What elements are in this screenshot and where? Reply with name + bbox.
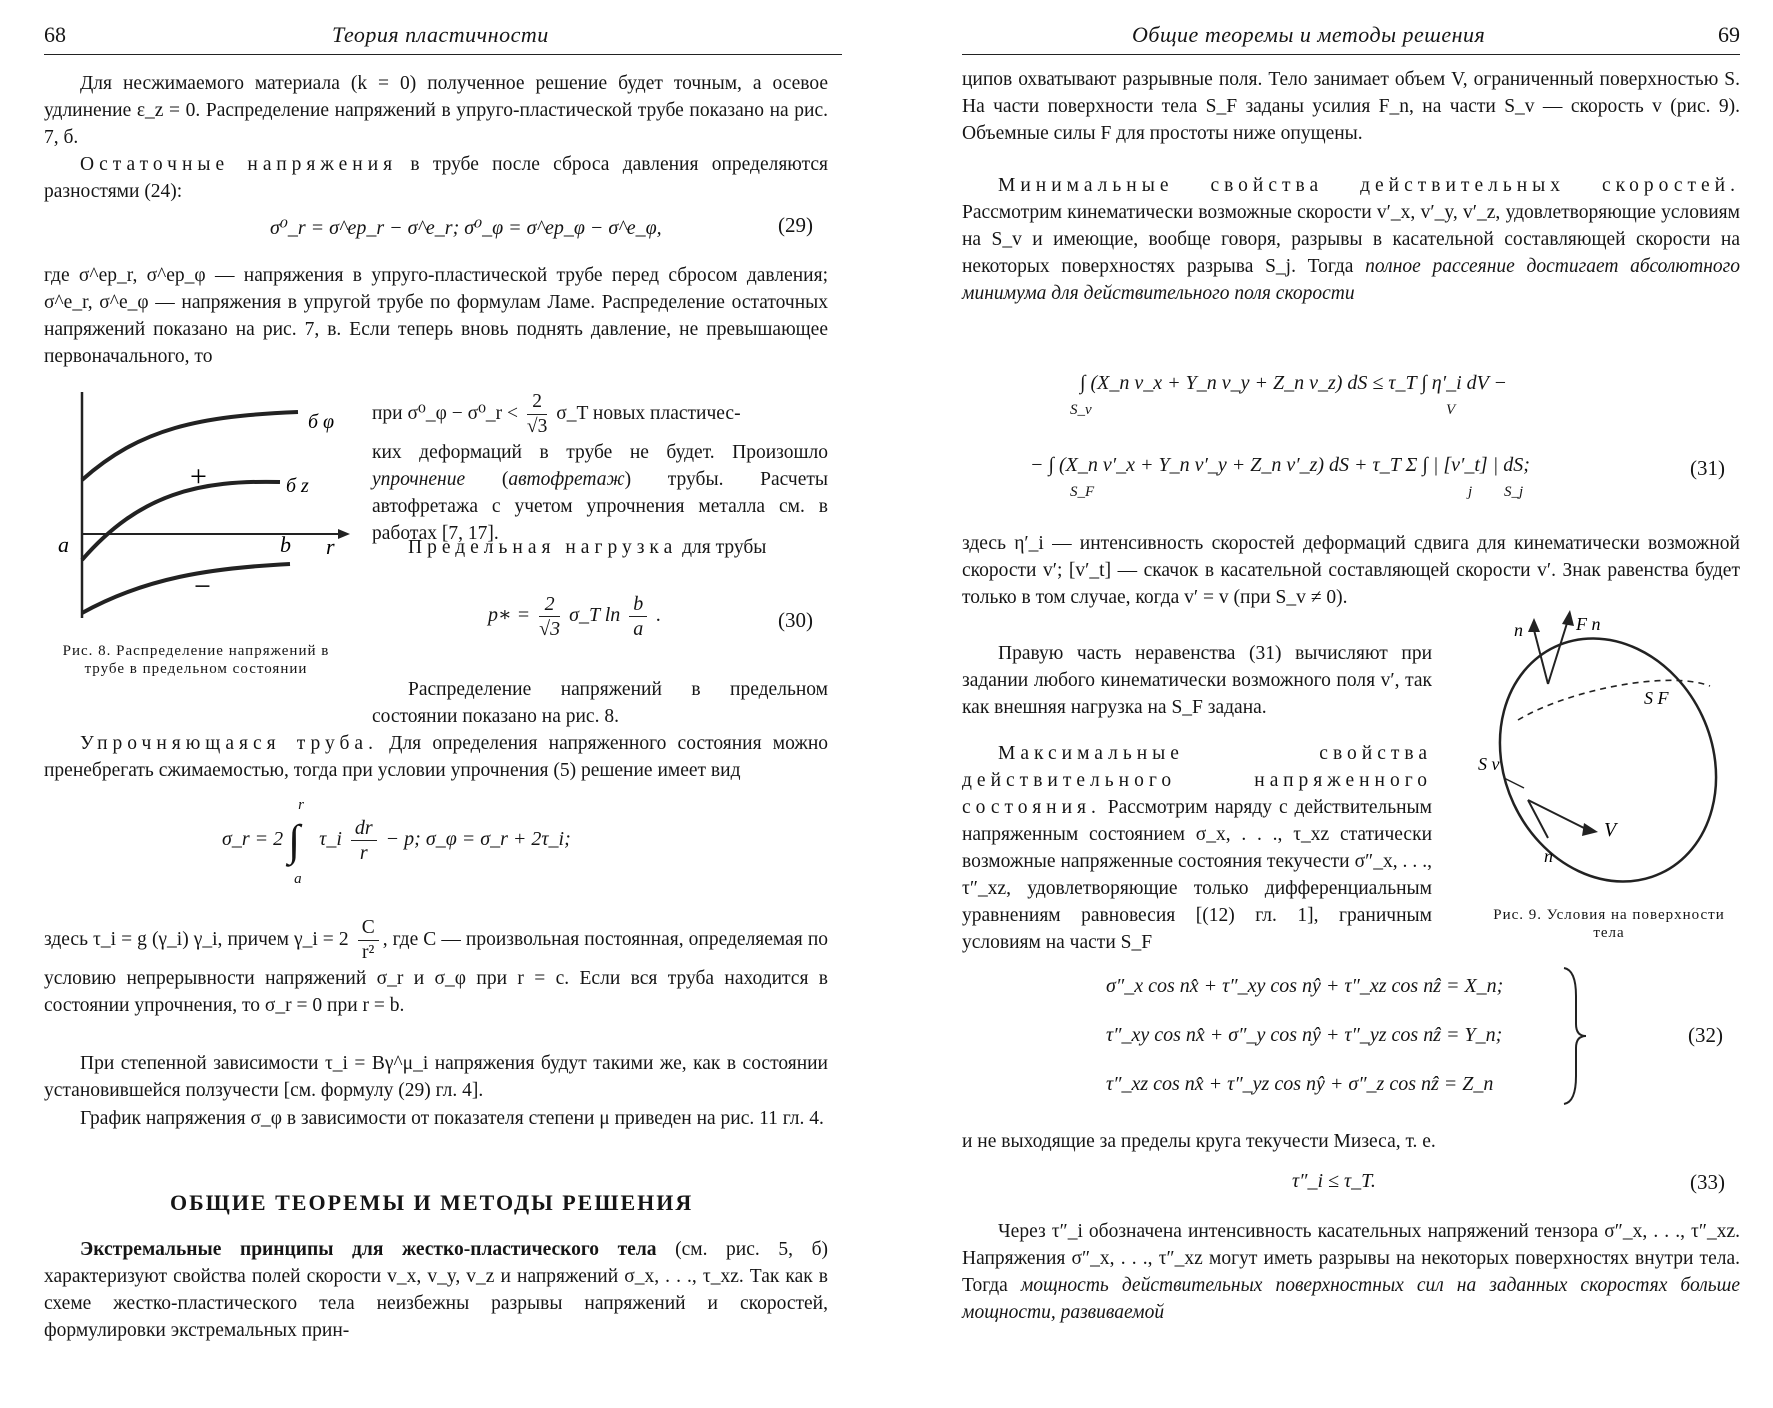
equation-31-line-2: − ∫ (X_n v′_x + Y_n v′_y + Z_n v′_z) dS + τ_T Σ ∫ | [v′_t] | dS; — [1030, 454, 1530, 476]
right-running-title: Общие теоремы и методы решения — [1132, 22, 1486, 47]
left-paragraph-2: Остаточные напряжения в трубе после сброса давления определяются разностями (24): — [44, 154, 828, 202]
fig8-arrow — [338, 529, 350, 539]
figure-8-caption: Рис. 8. Распределение напряжений в трубе в предельном состоянии — [62, 643, 330, 677]
equation-31-sub-j: j — [1468, 484, 1473, 500]
fig9-label-n: n — [1514, 620, 1523, 640]
left-paragraph-3: где σ^ep_r, σ^ep_φ — напряжения в упруго-пластической трубе перед сбросом давления; σ^e_r, σ^e_φ — напряжения в упругой трубе по формулам Ламе. Распределение остаточных напряжений показано на рис. 7, в. Если теперь вновь поднять давление, не превышающее первоначального, то — [44, 265, 828, 367]
equation-32-line-3: τ″_xz cos nx̂ + τ″_yz cos nŷ + σ″_z cos nẑ = Z_n — [1106, 1073, 1494, 1095]
left-paragraph-4: при σ⁰_φ − σ⁰_r < $\frac{2}{√3}$ σ_T новых пластичес- ких деформаций в трубе не будет. Произошло упрочнение (автофретаж) трубы. Расчеты автофретажа с учетом упрочнения металла см. в работах [7, 17]. — [372, 391, 828, 544]
right-paragraph-7: Через τ″_i обозначена интенсивность касательных напряжений тензора σ″_x, . . ., τ″_xz. Напряжения σ″_x, . . ., τ″_xz могут иметь разрывы на некоторых поверхностях внутри тела. Тогда мощность действительных поверхностных сил на заданных скоростях больше мощности, развиваемой — [962, 1221, 1740, 1323]
equation-30: p∗ = $\frac{2}{√3}$ σ_T ln $\frac{b}{a}$ . — [488, 593, 662, 640]
fig8-curve-sr — [82, 564, 290, 613]
equation-32-brace — [1560, 966, 1590, 1106]
equation-33-number: (33) — [1690, 1170, 1725, 1194]
right-paragraph-5: Максимальные свойства действительного напряженного состояния. Рассмотрим наряду с действительным напряженным состоянием σ_x, . . ., τ_xz статически возможные напряженные состояния текучести σ″_x, . . ., τ″_xz, удовлетворяющие только дифференциальным уравнениям равновесия [(12) гл. 1], граничным условиям на части S_F — [962, 743, 1432, 953]
figure-8-stress-distribution — [50, 388, 350, 624]
fig9-body-outline — [1461, 610, 1748, 900]
equation-31-sub-v: V — [1446, 402, 1456, 418]
fig9-label-v: V — [1604, 819, 1617, 841]
equation-33: τ″_i ≤ τ_T. — [1292, 1170, 1376, 1192]
left-paragraph-9: При степенной зависимости τ_i = Bγ^μ_i напряжения будут такими же, как в состоянии установившейся ползучести [см. формулу (29) гл. 4]. — [44, 1053, 828, 1101]
integral-equation: σ_r = 2 ∫ r a τ_i $\frac{dr}{r}$ − p; σ_φ = σ_r + 2τ_i; — [222, 797, 571, 887]
right-paragraph-6: и не выходящие за пределы круга текучести Мизеса, т. е. — [962, 1131, 1436, 1152]
equation-31-sub-sv: S_v — [1070, 402, 1092, 418]
fig8-label-minus: − — [194, 570, 211, 603]
fig9-label-n2: n — [1544, 846, 1553, 866]
left-page-header — [44, 20, 842, 55]
fig9-label-sv: S v — [1478, 754, 1500, 774]
equation-32-line-2: τ″_xy cos nx̂ + σ″_y cos nŷ + τ″_yz cos nẑ = Y_n; — [1106, 1024, 1503, 1046]
figure-9-surface-conditions — [1448, 610, 1748, 900]
figure-9-caption: Рис. 9. Условия на поверхности тела — [1493, 907, 1725, 941]
equation-32-line-1: σ″_x cos nx̂ + τ″_xy cos nŷ + τ″_xz cos nẑ = X_n; — [1106, 975, 1504, 997]
equation-32-number: (32) — [1688, 1023, 1723, 1047]
left-page-number: 68 — [44, 22, 66, 47]
fig8-label-a: a — [58, 532, 69, 557]
equation-30-number: (30) — [778, 608, 813, 632]
left-running-title: Теория пластичности — [332, 22, 549, 47]
fig8-label-r: r — [326, 534, 335, 559]
fig9-force-arrow — [1548, 620, 1568, 684]
equation-31-line-1: ∫ (X_n v_x + Y_n v_y + Z_n v_z) dS ≤ τ_T ∫ η′_i dV − — [1080, 372, 1508, 394]
equation-31-sub-sj: S_j — [1504, 484, 1524, 500]
equation-29: σ⁰_r = σ^ep_r − σ^e_r; σ⁰_φ = σ^ep_φ − σ^e_φ, — [270, 217, 662, 239]
right-paragraph-1: ципов охватывают разрывные поля. Тело занимает объем V, ограниченный поверхностью S. На части поверхности тела S_F заданы усилия F_n, на части S_v — скорость v (рис. 9). Объемные силы F для простоты ниже опущены. — [962, 69, 1740, 144]
right-page-number: 69 — [1718, 22, 1740, 47]
left-paragraph-8: здесь τ_i = g (γ_i) γ_i, причем γ_i = 2 $\frac{C}{\text{r²}}$ , где C — произвольная постоянная, определяемая по условию непрерывности напряжений σ_r и σ_φ при r = c. Если вся труба находится в состоянии упрочнения, то σ_r = 0 при r = b. — [44, 917, 829, 1016]
section-heading: ОБЩИЕ ТЕОРЕМЫ И МЕТОДЫ РЕШЕНИЯ — [170, 1190, 694, 1215]
fig9-normal-arrow — [1534, 630, 1548, 684]
fig9-label-sf: S F — [1644, 688, 1669, 708]
right-page-header — [962, 20, 1740, 55]
left-paragraph-5: Предельная нагрузка для трубы — [408, 537, 767, 558]
right-paragraph-2: Минимальные свойства действительных скоростей. Рассмотрим кинематически возможные скорости v′_x, v′_y, v′_z, удовлетворяющие условиям на S_v и имеющие, вообще говоря, разрывы в касательной составляющей скорости на некоторых поверхностях разрыва S_j. Тогда полное рассеяние достигает абсолютного минимума для действительного поля скорости — [962, 175, 1740, 304]
equation-31-sub-sf: S_F — [1070, 484, 1095, 500]
equation-31-number: (31) — [1690, 456, 1725, 480]
fig8-label-sphi: б φ — [308, 411, 335, 433]
left-paragraph-11: Экстремальные принципы для жестко-пластического тела (см. рис. 5, б) характеризуют свойства полей скорости v_x, v_y, v_z и напряжений σ_x, . . ., τ_xz. Так как в схеме жестко-пластического тела неизбежны разрывы напряжений и скоростей, формулировки экстремальных прин- — [44, 1239, 828, 1341]
right-paragraph-3: здесь η′_i — интенсивность скоростей деформаций сдвига для кинематически возможной скорости v′; [v′_t] — скачок в касательной составляющей скорости v′. Знак равенства будет только в том случае, когда v′ = v (при S_v ≠ 0). — [962, 533, 1740, 608]
left-paragraph-7: Упрочняющаяся труба. Для определения напряженного состояния можно пренебрегать сжимаемостью, тогда при условии упрочнения (5) решение имеет вид — [44, 733, 829, 781]
left-paragraph-6: Распределение напряжений в предельном состоянии показано на рис. 8. — [372, 679, 828, 727]
right-paragraph-4: Правую часть неравенства (31) вычисляют при задании любого кинематически возможного поля v′, так как внешняя нагрузка на S_F задана. — [962, 643, 1432, 718]
fig8-label-sz: б z — [286, 475, 309, 497]
fig8-curve-sz — [82, 482, 280, 560]
fig9-surface-divider — [1518, 680, 1710, 720]
left-paragraph-1: Для несжимаемого материала (k = 0) полученное решение будет точным, а осевое удлинение ε_z = 0. Распределение напряжений в упруго-пластической трубе показано на рис. 7, б. — [44, 73, 828, 148]
right-page — [880, 0, 1773, 1408]
left-page — [0, 0, 880, 1408]
fig9-label-fn: F n — [1576, 614, 1601, 634]
fig8-label-b: b — [280, 532, 291, 557]
equation-29-number: (29) — [778, 213, 813, 237]
left-paragraph-10: График напряжения σ_φ в зависимости от показателя степени μ приведен на рис. 11 гл. 4. — [80, 1108, 824, 1129]
fig8-label-plus: + — [190, 460, 207, 493]
